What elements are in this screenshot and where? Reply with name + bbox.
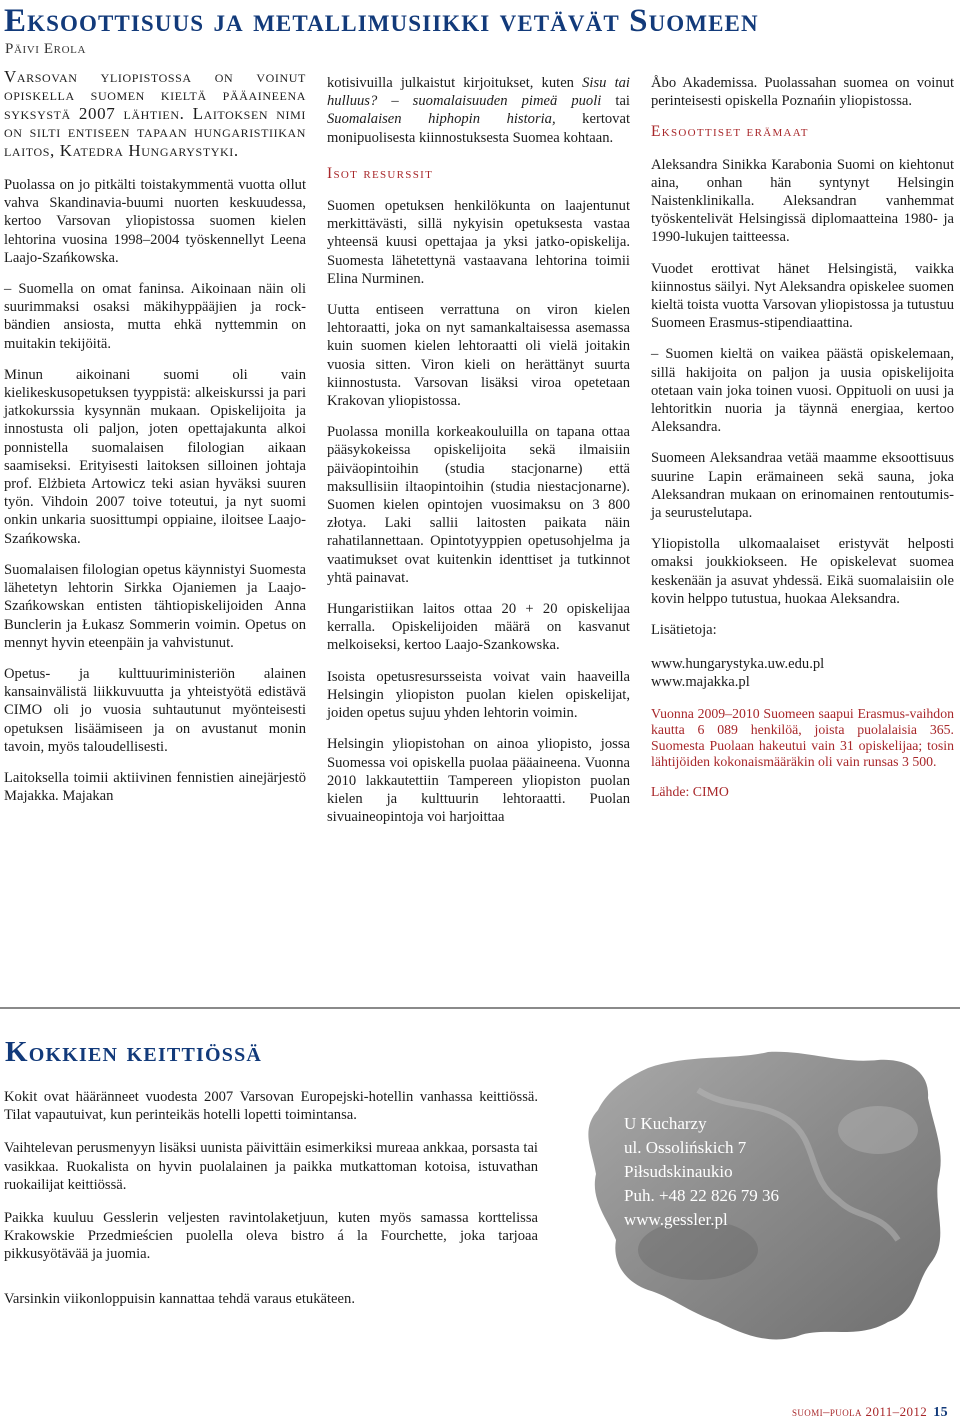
paragraph: Åbo Akademissa. Puolassahan suomea on voinut perinteisesti opiskella Poznańin yliopistossa. [651, 75, 954, 110]
link-hungarystyka[interactable]: www.hungarystyka.uw.edu.pl [651, 656, 825, 673]
paragraph: Kokit ovat hääränneet vuodesta 2007 Varsovan Europejski-hotellin vanhassa keittiössä. Tilat vapautuivat, kun perinteikäs hotelli lopetti toimintansa. [4, 1089, 538, 1124]
subheading-resources: Isot resurssit [327, 164, 434, 182]
column-2 [327, 74, 630, 839]
paragraph: Laitoksella toimii aktiivinen fennistien ainejärjestö Majakka. Majakan [4, 769, 306, 805]
sidebar-body [4, 1088, 538, 1323]
paragraph: Uutta entiseen verrattuna on viron kielen lehtoraatti, joka on nyt samankaltaisessa asemassa kuin suomen kielen lehtoraatti oli vielä joitakin vuosia sitten. Viron kieli on herättänyt suurta kiinnostusta. Varsovan lisäksi viroa opetetaan Krakovan yliopistossa. [327, 302, 630, 410]
article-lead: Varsovan yliopistossa on voinut opiskella suomen kieltä pääaineena syksystä 2007 lähtien. Laitoksen nimi on silti entiseen tapaan hungaristiikan laitos, Katedra Hungarystyki. [4, 67, 306, 160]
website-link[interactable]: www.gessler.pl [624, 1210, 728, 1229]
article-reference-2: Suomalaisen hiphopin historia, [327, 111, 556, 128]
paragraph: Suomeen Aleksandraa vetää maamme eksoottisuus suurine Lapin erämaineen sekä sauna, joka Aleksandran mukaan on erinomainen rentoutumis- ja seurustelutapa. [651, 450, 954, 522]
paragraph: Vuodet erottivat hänet Helsingistä, vaikka kiinnostus säilyi. Nyt Aleksandra opiskelee suomen kieltä toista vuotta Varsovan yliopistossa ja tutustuu Suomeen Erasmus-stipendiaattina. [651, 260, 954, 332]
paragraph: Yliopistolla ulkomaalaiset eristyvät helposti omaksi joukkiokseen. He opiskelevat suomea keskenään ja asuvat yhdessä. Eikä suomalaisiin ole kovin helppo tutustua, huokaa Aleksandra. [651, 536, 954, 607]
intro-text: kotisivuilla julkaistut kirjoitukset, kuten [327, 75, 583, 91]
paragraph: Puolassa on jo pitkälti toistakymmentä vuotta ollut vahva Skandinavia-buumi nuorten keskuudessa, kertoo Varsovan yliopistossa suomen kielen lehtorina vuosina 1998–2004 työskennellyt Leena Laajo-Szańkowska. [4, 177, 306, 266]
restaurant-address [624, 1112, 779, 1232]
paragraph: Aleksandra Sinikka Karabonia Suomi on kiehtonut aina, onhan hän syntynyt Helsingin Naistenklinikalla. Aleksandran vanhemmat työskentelivät Helsingissä diplomaatteina 1980- ja 1990-lukujen taitteessa. [651, 156, 954, 246]
paragraph: – Suomella on omat faninsa. Aikoinaan näin oli suurimmaksi osaksi mäkihyppääjien ja rock-bändien ansiosta, mutta ehkä nyttemmin on muitakin tekijöitä. [4, 281, 306, 352]
intro-text: kertovat monipuolisesta kiinnostuksesta Suomea kohtaan. [327, 111, 630, 146]
article-author: Päivi Erola [5, 41, 87, 57]
section-divider [0, 1007, 960, 1009]
paragraph: – Suomen kieltä on vaikea päästä opiskelemaan, sillä hakijoita on paljon ja uusia opiskelijoita otetaan vain joka toinen vuosi. Oppituoli on uusi ja lehtoritkin nuoria ja täynnä energiaa, kertoo Aleksandra. [651, 346, 954, 436]
page-number: 15 [933, 1405, 948, 1420]
column-3 [651, 74, 954, 801]
article-reference-1: Sisu tai hulluus? – suomalaisuuden pimeä puoli [327, 75, 630, 110]
page-footer [792, 1404, 948, 1421]
paragraph: Paikka kuuluu Gesslerin veljesten ravintolaketjuun, kuten myös samassa korttelissa Krakowskie Przedmieścien puolella oleva bistro á la Fourchette, joka tarjoaa pikkusyötävää ja juomia. [4, 1210, 538, 1263]
paragraph: Vaihtelevan perusmenyyn lisäksi uunista päivittäin esimerkiksi mureaa ankkaa, porsasta tai vasikkaa. Ruokalista on hyvin puolalainen ja paikka mutkattoman kotoisa, istuvathan ruokailijat keittiössä. [4, 1140, 538, 1193]
paragraph: Helsingin yliopistohan on ainoa yliopisto, jossa Suomessa voi opiskella puolaa pääaineena. Vuonna 2010 lakkautettiin Tampereen yliopiston puolan kielen ja kulttuurin lehtoraatti. Puolan sivuaineopintoja voi harjoittaa [327, 736, 630, 826]
paragraph: Isoista opetusresursseista voivat vain haaveilla Helsingin yliopiston puolan kielen opiskelijat, joiden opetus sujuu yhden lehtorin voimin. [327, 668, 630, 722]
paragraph: Varsinkin viikonloppuisin kannattaa tehdä varaus etukäteen. [4, 1290, 355, 1307]
phone-number: Puh. +48 22 826 79 36 [624, 1186, 780, 1205]
source-note: Lähde: CIMO [651, 783, 729, 799]
article-title: Eksoottisuus ja metallimusiikki vetävät Suomeen [4, 3, 759, 39]
square-name: Piłsudskinaukio [624, 1162, 733, 1181]
intro-text: tai [601, 93, 630, 110]
restaurant-name: U Kucharzy [624, 1114, 707, 1133]
paragraph-intro [327, 74, 630, 147]
statistics-highlight: Vuonna 2009–2010 Suomeen saapui Erasmus-vaihdon kautta 6 089 henkilöä, joista puolalaisia 365. Suomesta Puolaan hakeutui vain 31 opiskelijaa; tosin lähtijöiden kokonaismääräkin oli vain runsas 3 500. [651, 705, 954, 769]
link-majakka[interactable]: www.majakka.pl [651, 674, 750, 691]
sidebar-title: Kokkien keittiössä [5, 1036, 263, 1068]
paragraph: Opetus- ja kulttuuriministeriön alainen kansainvälistä liikkuvuutta ja yhteistyötä edistävä CIMO oli jo vuosia suhtautunut myönteisesti opetuksen lisäämiseen ja on avustanut monin tavoin, myös taloudellisesti. [4, 665, 306, 755]
column-1 [4, 68, 306, 818]
paragraph: Puolassa monilla korkeakouluilla on tapana ottaa pääsykokeissa opiskelijoita sekä ilmaisiin päiväopintoihin (studia stacjonarne) että maksullisiin iltaopintoihin (studia niestacjonarne). Suomen kielen opintojen vuosimaksu on 3 800 złotya. Laki sallii laitosten paikata näin rahatilannettaan. Opintotyyppien opetusohjelma ja vaatimukset ovat kuitenkin identtiset ja tutkinnot yhtä painavat. [327, 424, 630, 586]
paragraph: Minun aikoinani suomi oli vain kielikeskusopetuksen tyyppistä: alkeiskurssi ja pari jatkokurssia kysynnän mukaan. Opiskelijoita ja innostusta oli paljon, joten opettajakunta alkoi ponnistella suomalaisen filologian aikaan saamiseksi. Erityisesti laitoksen silloinen johtaja prof. Elżbieta Artowicz teki asian hyväksi suuren työn. Vihdoin 2007 toive toteutui, ja nyt suomi onkin unkaria suosittumpi oppiaine, iloitsee Laajo-Szańkowska. [4, 366, 306, 547]
paragraph: Suomen opetuksen henkilökunta on laajentunut merkittävästi, sillä nykyisin opetuksesta vastaa yhteensä kuusi opettajaa ja yksi jatko-opiskelija. Suomesta lähetettynä vastaavana lehtorina toimii Elina Nurminen. [327, 198, 630, 287]
street-address: ul. Ossolińskich 7 [624, 1138, 747, 1157]
subheading-wilderness: Eksoottiset erämaat [651, 123, 809, 141]
info-label: Lisätietoja: [651, 622, 717, 639]
publication-name: suomi–puola 2011–2012 [792, 1404, 928, 1419]
paragraph: Suomalaisen filologian opetus käynnistyi Suomesta lähetetyn lehtorin Sirkka Ojaniemen ja Laajo-Szańkowskan entisten tähtiopiskelijoiden Anna Bunclerin ja Łukasz Sommerin voimin. Opetus on mennyt hyvin eteenpäin ja vahvistunut. [4, 561, 306, 651]
paragraph: Hungaristiikan laitos ottaa 20 + 20 opiskelijaa kerralla. Opiskelijoiden määrä on kasvanut melkoiseksi, kertoo Laajo-Szankowska. [327, 601, 630, 654]
